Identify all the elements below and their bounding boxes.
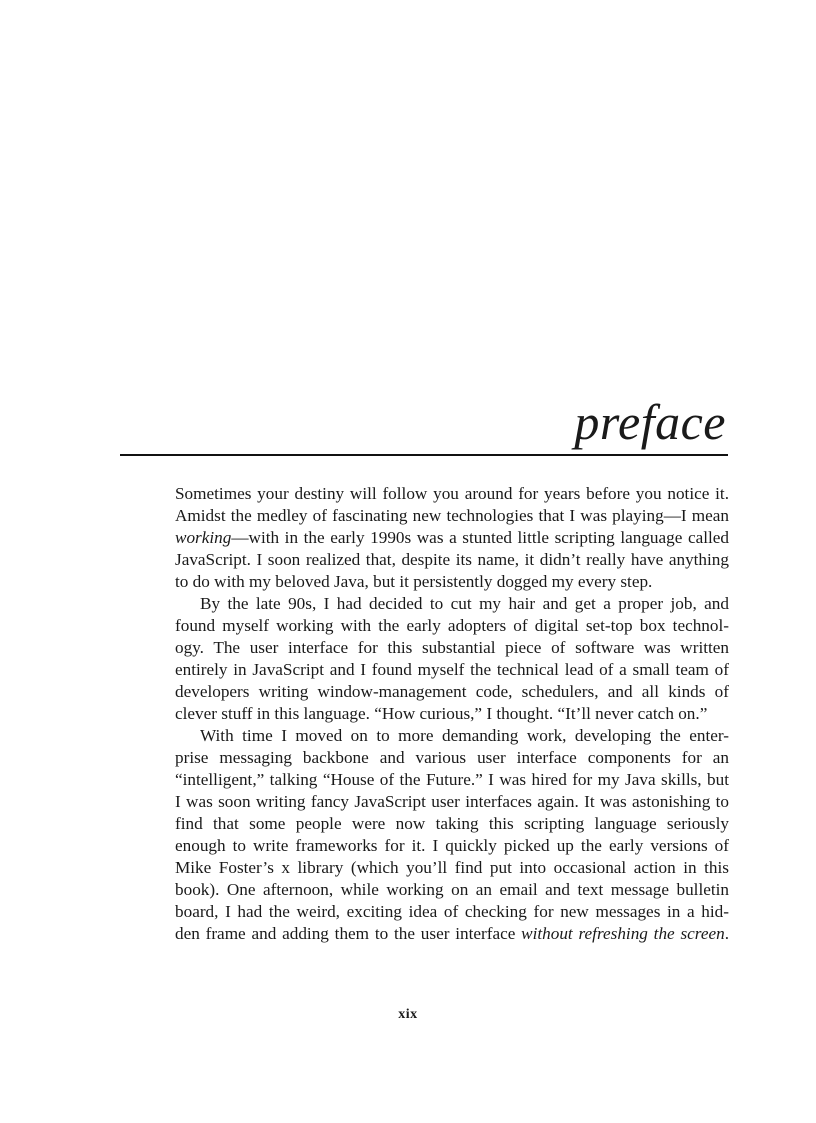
text-segment: book). One afternoon, while working on an email and text message bulletin	[175, 880, 729, 899]
text-line	[175, 747, 729, 769]
text-segment: entirely in JavaScript and I found myself the technical lead of a small team of	[175, 660, 729, 679]
text-segment: —with in the early 1990s was a stunted little scripting language called	[231, 528, 729, 547]
text-line	[175, 571, 729, 593]
text-line	[175, 769, 729, 791]
text-segment: “intelligent,” talking “House of the Future.” I was hired for my Java skills, but	[175, 770, 729, 789]
text-segment: Mike Foster’s x library (which you’ll find put into occasional action in this	[175, 858, 729, 877]
text-line	[175, 879, 729, 901]
text-line	[175, 901, 729, 923]
chapter-title: preface	[574, 394, 726, 450]
text-line	[175, 813, 729, 835]
text-line	[175, 659, 729, 681]
text-segment: ogy. The user interface for this substantial piece of software was written	[175, 638, 729, 657]
text-line	[175, 923, 729, 945]
text-line	[175, 505, 729, 527]
text-segment: Sometimes your destiny will follow you around for years before you notice it.	[175, 484, 729, 503]
text-segment: without refreshing the screen	[521, 924, 725, 943]
text-segment: to do with my beloved Java, but it persistently dogged my every step.	[175, 572, 653, 591]
text-segment: With time I moved on to more demanding work, developing the enter-	[200, 726, 729, 745]
text-line	[175, 483, 729, 505]
text-line	[175, 549, 729, 571]
paragraph	[175, 593, 729, 725]
preface-body	[175, 483, 729, 945]
text-segment: clever stuff in this language. “How curious,” I thought. “It’ll never catch on.”	[175, 704, 708, 723]
text-line	[175, 681, 729, 703]
text-line	[175, 527, 729, 549]
text-segment: enough to write frameworks for it. I quickly picked up the early versions of	[175, 836, 729, 855]
paragraph	[175, 483, 729, 593]
text-line	[175, 703, 729, 725]
text-segment: den frame and adding them to the user interface	[175, 924, 522, 943]
page-number: xix	[398, 1007, 418, 1022]
text-line	[175, 835, 729, 857]
text-segment: prise messaging backbone and various user interface components for an	[175, 748, 729, 767]
text-segment: By the late 90s, I had decided to cut my hair and get a proper job, and	[200, 594, 729, 613]
text-segment: find that some people were now taking this scripting language seriously	[175, 814, 729, 833]
text-segment: I was soon writing fancy JavaScript user interfaces again. It was astonishing to	[175, 792, 729, 811]
text-segment: found myself working with the early adopters of digital set-top box technol-	[175, 616, 729, 635]
text-line	[175, 637, 729, 659]
text-segment: working	[175, 528, 232, 547]
text-line	[175, 615, 729, 637]
text-line	[175, 725, 729, 747]
text-segment: JavaScript. I soon realized that, despite its name, it didn’t really have anything	[175, 550, 729, 569]
text-segment: .	[724, 924, 729, 943]
text-segment: Amidst the medley of fascinating new technologies that I was playing—I mean	[175, 506, 729, 525]
text-line	[175, 791, 729, 813]
text-segment: developers writing window-management code, schedulers, and all kinds of	[175, 682, 729, 701]
paragraph	[175, 725, 729, 945]
text-line	[175, 593, 729, 615]
text-line	[175, 857, 729, 879]
text-segment: board, I had the weird, exciting idea of checking for new messages in a hid-	[175, 902, 729, 921]
title-rule	[120, 454, 728, 456]
